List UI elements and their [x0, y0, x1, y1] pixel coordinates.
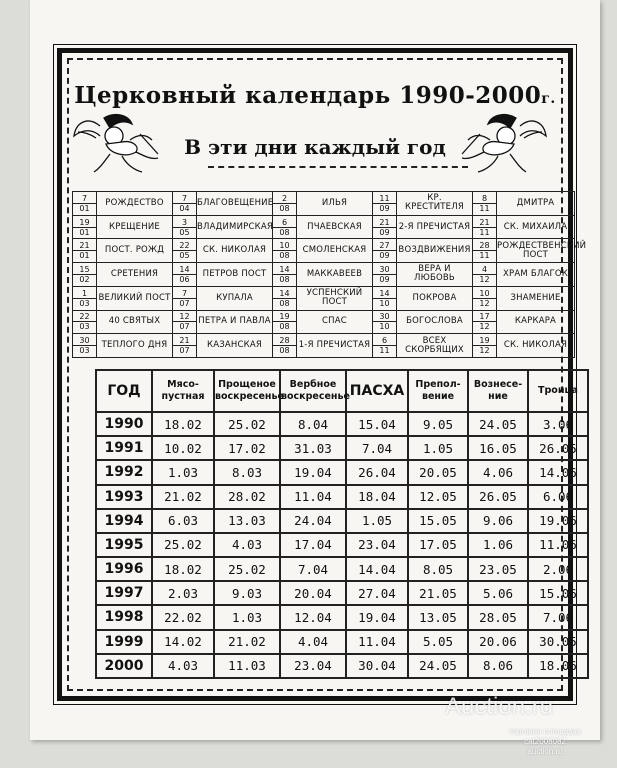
troica-cell: 15.06: [528, 581, 588, 605]
feast-date: [173, 286, 197, 310]
feast-date: [373, 192, 397, 216]
feast-name: СПАС: [297, 310, 373, 334]
feast-day: 10: [273, 241, 296, 251]
feast-month: 08: [279, 251, 290, 261]
voznesenie-cell: 16.05: [468, 436, 528, 460]
feast-name: ПЧАЕВСКАЯ: [297, 215, 373, 239]
feast-name: РОЖДЕСТВО: [97, 192, 173, 216]
feast-name: КРЕЩЕНИЕ: [97, 215, 173, 239]
feast-day: 30: [73, 336, 96, 346]
feast-name: БОГОСЛОВА: [397, 310, 473, 334]
header-voznesenie: Вознесе-ние: [468, 370, 528, 412]
feast-month: 01: [79, 251, 90, 261]
feast-day: 6: [273, 218, 296, 228]
feast-name: КАЗАНСКАЯ: [197, 334, 273, 358]
title-suffix: г.: [541, 91, 556, 107]
table-header-row: [96, 370, 588, 412]
feast-day: 17: [473, 312, 496, 322]
myasopust-cell: 18.02: [152, 557, 214, 581]
proshchenoe-cell: 28.02: [214, 485, 280, 509]
title-main: Церковный календарь 1990-2000: [74, 82, 542, 109]
feast-day: 4: [473, 265, 496, 275]
feast-month: 11: [479, 203, 490, 213]
troica-cell: 6.06: [528, 485, 588, 509]
feast-day: 28: [473, 241, 496, 251]
feast-date: [473, 239, 497, 263]
feast-name: ВЕЛИКИЙ ПОСТ: [97, 286, 173, 310]
myasopust-cell: 6.03: [152, 509, 214, 533]
feast-day: 7: [173, 289, 196, 299]
table-row: [96, 412, 588, 436]
troica-cell: 26.05: [528, 436, 588, 460]
feast-name: ЗНАМЕНИЕ: [497, 286, 575, 310]
feast-date: [173, 263, 197, 287]
feast-date: [73, 239, 97, 263]
prepolovenie-cell: 24.05: [408, 654, 468, 678]
proshchenoe-cell: 25.02: [214, 412, 280, 436]
feast-name: СМОЛЕНСКАЯ: [297, 239, 373, 263]
prepolovenie-cell: 15.05: [408, 509, 468, 533]
prepolovenie-cell: 12.05: [408, 485, 468, 509]
feast-day: 14: [173, 265, 196, 275]
feast-month: 08: [279, 322, 290, 332]
feast-day: 28: [273, 336, 296, 346]
feast-month: 07: [179, 322, 190, 332]
feast-date: [473, 215, 497, 239]
feast-day: 14: [373, 289, 396, 299]
feast-name: ВОЗДВИЖЕНИЯ: [397, 239, 473, 263]
feast-day: 22: [173, 241, 196, 251]
table-row: [96, 630, 588, 654]
feast-name: МАККАВЕЕВ: [297, 263, 373, 287]
prepolovenie-cell: 8.05: [408, 557, 468, 581]
feast-date: [273, 239, 297, 263]
watermark-line: торговая площадка: [508, 727, 582, 736]
feast-day: 7: [173, 194, 196, 204]
voznesenie-cell: 28.05: [468, 605, 528, 629]
feast-date: [73, 263, 97, 287]
feast-name: ПЕТРОВ ПОСТ: [197, 263, 273, 287]
prepolovenie-cell: 21.05: [408, 581, 468, 605]
feast-name: 1-Я ПРЕЧИСТАЯ: [297, 334, 373, 358]
feast-row: [73, 192, 575, 216]
voznesenie-cell: 4.06: [468, 460, 528, 484]
feast-name: СК. НИКОЛАЯ: [197, 239, 273, 263]
voznesenie-cell: 24.05: [468, 412, 528, 436]
pascha-cell: 1.05: [346, 509, 408, 533]
feast-month: 07: [179, 298, 190, 308]
feast-month: 08: [279, 346, 290, 356]
pascha-cell: 14.04: [346, 557, 408, 581]
feast-month: 09: [379, 203, 390, 213]
feast-month: 11: [379, 346, 390, 356]
feast-month: 08: [279, 203, 290, 213]
proshchenoe-cell: 1.03: [214, 605, 280, 629]
feast-name: ВСЕХ СКОРБЯЩИХ: [397, 334, 473, 358]
feast-day: 22: [73, 312, 96, 322]
year-cell: 2000: [96, 654, 152, 678]
feast-date: [273, 192, 297, 216]
troica-cell: 7.06: [528, 605, 588, 629]
feast-day: 1: [73, 289, 96, 299]
feast-month: 08: [279, 227, 290, 237]
feast-month: 09: [379, 251, 390, 261]
feast-month: 01: [79, 227, 90, 237]
feast-month: 04: [179, 203, 190, 213]
feasts-grid: [72, 191, 587, 358]
proshchenoe-cell: 9.03: [214, 581, 280, 605]
troica-cell: 2.06: [528, 557, 588, 581]
feast-day: 7: [73, 194, 96, 204]
feast-name: СК. НИКОЛАЯ: [497, 334, 575, 358]
feast-date: [373, 334, 397, 358]
feast-date: [173, 192, 197, 216]
feast-day: 30: [373, 265, 396, 275]
feast-name: ИЛЬЯ: [297, 192, 373, 216]
table-row: [96, 509, 588, 533]
feast-day: 14: [273, 265, 296, 275]
feast-month: 12: [479, 274, 490, 284]
table-row: [96, 605, 588, 629]
feast-date: [273, 263, 297, 287]
troica-cell: 11.06: [528, 533, 588, 557]
header-prepolovenie: Препол-вение: [408, 370, 468, 412]
year-cell: 1999: [96, 630, 152, 654]
feast-month: 12: [479, 322, 490, 332]
feast-name: КАРКАРА: [497, 310, 575, 334]
feast-month: 09: [379, 227, 390, 237]
troica-cell: 3.06: [528, 412, 588, 436]
year-cell: 1993: [96, 485, 152, 509]
feast-row: [73, 310, 575, 334]
feast-day: 30: [373, 312, 396, 322]
feast-date: [73, 286, 97, 310]
header-verbnoe: Вербное воскресенье: [280, 370, 346, 412]
feast-date: [273, 215, 297, 239]
feast-name: ПЕТРА И ПАВЛА: [197, 310, 273, 334]
feast-month: 03: [79, 322, 90, 332]
feast-name: ВЕРА И ЛЮБОВЬ: [397, 263, 473, 287]
myasopust-cell: 25.02: [152, 533, 214, 557]
feast-date: [373, 263, 397, 287]
feast-date: [173, 239, 197, 263]
feast-row: [73, 334, 575, 358]
feast-name: 2-Я ПРЕЧИСТАЯ: [397, 215, 473, 239]
feast-name: БЛАГОВЕЩЕНИЕ: [197, 192, 273, 216]
prepolovenie-cell: 1.05: [408, 436, 468, 460]
feast-date: [373, 239, 397, 263]
year-cell: 1996: [96, 557, 152, 581]
myasopust-cell: 10.02: [152, 436, 214, 460]
proshchenoe-cell: 21.02: [214, 630, 280, 654]
pascha-cell: 27.04: [346, 581, 408, 605]
feast-date: [273, 310, 297, 334]
subtitle: В эти дни каждый год: [184, 135, 446, 159]
feast-date: [273, 334, 297, 358]
table-row: [96, 581, 588, 605]
feast-name: ХРАМ БЛАГОК: [497, 263, 575, 287]
feast-day: 14: [273, 289, 296, 299]
voznesenie-cell: 1.06: [468, 533, 528, 557]
feast-day: 6: [373, 336, 396, 346]
verbnoe-cell: 4.04: [280, 630, 346, 654]
verbnoe-cell: 8.04: [280, 412, 346, 436]
verbnoe-cell: 24.04: [280, 509, 346, 533]
feast-date: [273, 286, 297, 310]
feast-name: УСПЕНСКИЙ ПОСТ: [297, 286, 373, 310]
table-row: [96, 460, 588, 484]
feast-day: 3: [173, 218, 196, 228]
pascha-cell: 19.04: [346, 605, 408, 629]
myasopust-cell: 2.03: [152, 581, 214, 605]
year-cell: 1995: [96, 533, 152, 557]
year-cell: 1994: [96, 509, 152, 533]
feast-date: [73, 215, 97, 239]
feast-day: 21: [373, 218, 396, 228]
pascha-cell: 18.04: [346, 485, 408, 509]
header-troica: Троица: [528, 370, 588, 412]
myasopust-cell: 18.02: [152, 412, 214, 436]
watermark-caption: [485, 727, 605, 757]
feast-name: СК. МИХАИЛА: [497, 215, 575, 239]
feast-name: РОЖДЕСТВЕНСКИЙ ПОСТ: [497, 239, 575, 263]
feast-row: [73, 215, 575, 239]
feast-day: 15: [73, 265, 96, 275]
table-row: [96, 485, 588, 509]
verbnoe-cell: 12.04: [280, 605, 346, 629]
page-title: [30, 82, 600, 109]
feast-month: 07: [179, 346, 190, 356]
troica-cell: 14.06: [528, 460, 588, 484]
feast-date: [373, 286, 397, 310]
myasopust-cell: 21.02: [152, 485, 214, 509]
feast-month: 06: [179, 274, 190, 284]
header-proshchenoe: Прощеное воскресенье: [214, 370, 280, 412]
feast-day: 21: [73, 241, 96, 251]
feast-month: 12: [479, 298, 490, 308]
year-cell: 1991: [96, 436, 152, 460]
feast-day: 19: [473, 336, 496, 346]
feast-date: [73, 334, 97, 358]
table-row: [96, 436, 588, 460]
feast-day: 19: [73, 218, 96, 228]
pascha-cell: 11.04: [346, 630, 408, 654]
watermark-line: cat2008082: [524, 737, 566, 746]
feast-name: ПОСТ. РОЖД: [97, 239, 173, 263]
feast-day: 8: [473, 194, 496, 204]
feast-day: 10: [473, 289, 496, 299]
myasopust-cell: 14.02: [152, 630, 214, 654]
verbnoe-cell: 17.04: [280, 533, 346, 557]
myasopust-cell: 1.03: [152, 460, 214, 484]
feast-day: 27: [373, 241, 396, 251]
table-row: [96, 557, 588, 581]
year-cell: 1992: [96, 460, 152, 484]
feast-day: 12: [173, 312, 196, 322]
feast-date: [473, 310, 497, 334]
year-cell: 1990: [96, 412, 152, 436]
moveable-feasts-table: [95, 369, 589, 679]
verbnoe-cell: 7.04: [280, 557, 346, 581]
pascha-cell: 23.04: [346, 533, 408, 557]
feast-month: 11: [479, 251, 490, 261]
year-cell: 1998: [96, 605, 152, 629]
feast-month: 03: [79, 298, 90, 308]
pascha-cell: 15.04: [346, 412, 408, 436]
verbnoe-cell: 20.04: [280, 581, 346, 605]
feast-date: [473, 286, 497, 310]
feast-name: 40 СВЯТЫХ: [97, 310, 173, 334]
voznesenie-cell: 23.05: [468, 557, 528, 581]
prepolovenie-cell: 17.05: [408, 533, 468, 557]
feast-name: ТЕПЛОГО ДНЯ: [97, 334, 173, 358]
feast-month: 05: [179, 251, 190, 261]
feast-day: 11: [373, 194, 396, 204]
pascha-cell: 26.04: [346, 460, 408, 484]
feast-month: 08: [279, 274, 290, 284]
year-cell: 1997: [96, 581, 152, 605]
voznesenie-cell: 5.06: [468, 581, 528, 605]
voznesenie-cell: 9.06: [468, 509, 528, 533]
troica-cell: 18.06: [528, 654, 588, 678]
feast-date: [173, 310, 197, 334]
feast-month: 09: [379, 274, 390, 284]
proshchenoe-cell: 13.03: [214, 509, 280, 533]
feast-day: 21: [473, 218, 496, 228]
feast-name: КУПАЛА: [197, 286, 273, 310]
voznesenie-cell: 26.05: [468, 485, 528, 509]
feast-name: ПОКРОВА: [397, 286, 473, 310]
header-year: ГОД: [96, 370, 152, 412]
feast-date: [173, 334, 197, 358]
voznesenie-cell: 8.06: [468, 654, 528, 678]
feast-month: 12: [479, 346, 490, 356]
feast-name: КР. КРЕСТИТЕЛЯ: [397, 192, 473, 216]
feast-date: [73, 192, 97, 216]
proshchenoe-cell: 8.03: [214, 460, 280, 484]
table-row: [96, 533, 588, 557]
pascha-cell: 30.04: [346, 654, 408, 678]
troica-cell: 30.05: [528, 630, 588, 654]
feast-day: 21: [173, 336, 196, 346]
feast-day: 2: [273, 194, 296, 204]
feast-month: 11: [479, 227, 490, 237]
verbnoe-cell: 31.03: [280, 436, 346, 460]
table-row: [96, 654, 588, 678]
watermark-logo: Auction.ru: [445, 693, 554, 720]
prepolovenie-cell: 20.05: [408, 460, 468, 484]
feast-date: [473, 192, 497, 216]
myasopust-cell: 22.02: [152, 605, 214, 629]
feast-date: [173, 215, 197, 239]
proshchenoe-cell: 4.03: [214, 533, 280, 557]
feast-month: 08: [279, 298, 290, 308]
feast-row: [73, 286, 575, 310]
feast-name: ВЛАДИМИРСКАЯ: [197, 215, 273, 239]
verbnoe-cell: 11.04: [280, 485, 346, 509]
watermark-line: auction.ru: [527, 747, 563, 756]
subtitle-divider: [208, 166, 468, 168]
verbnoe-cell: 19.04: [280, 460, 346, 484]
myasopust-cell: 4.03: [152, 654, 214, 678]
feast-month: 05: [179, 227, 190, 237]
proshchenoe-cell: 11.03: [214, 654, 280, 678]
prepolovenie-cell: 9.05: [408, 412, 468, 436]
verbnoe-cell: 23.04: [280, 654, 346, 678]
feast-month: 10: [379, 322, 390, 332]
feast-row: [73, 263, 575, 287]
feast-date: [473, 263, 497, 287]
feast-month: 02: [79, 274, 90, 284]
feast-month: 10: [379, 298, 390, 308]
voznesenie-cell: 20.06: [468, 630, 528, 654]
feast-day: 19: [273, 312, 296, 322]
feast-row: [73, 239, 575, 263]
calendar-card: [30, 0, 600, 740]
feast-name: ДМИТРА: [497, 192, 575, 216]
prepolovenie-cell: 5.05: [408, 630, 468, 654]
feast-date: [73, 310, 97, 334]
proshchenoe-cell: 17.02: [214, 436, 280, 460]
feast-month: 01: [79, 203, 90, 213]
header-pascha: ПАСХА: [346, 370, 408, 412]
pascha-cell: 7.04: [346, 436, 408, 460]
feast-month: 03: [79, 346, 90, 356]
prepolovenie-cell: 13.05: [408, 605, 468, 629]
feast-date: [373, 310, 397, 334]
troica-cell: 19.06: [528, 509, 588, 533]
proshchenoe-cell: 25.02: [214, 557, 280, 581]
header-myasopust: Мясо-пустная: [152, 370, 214, 412]
feast-name: СРЕТЕНИЯ: [97, 263, 173, 287]
feast-date: [473, 334, 497, 358]
feast-date: [373, 215, 397, 239]
